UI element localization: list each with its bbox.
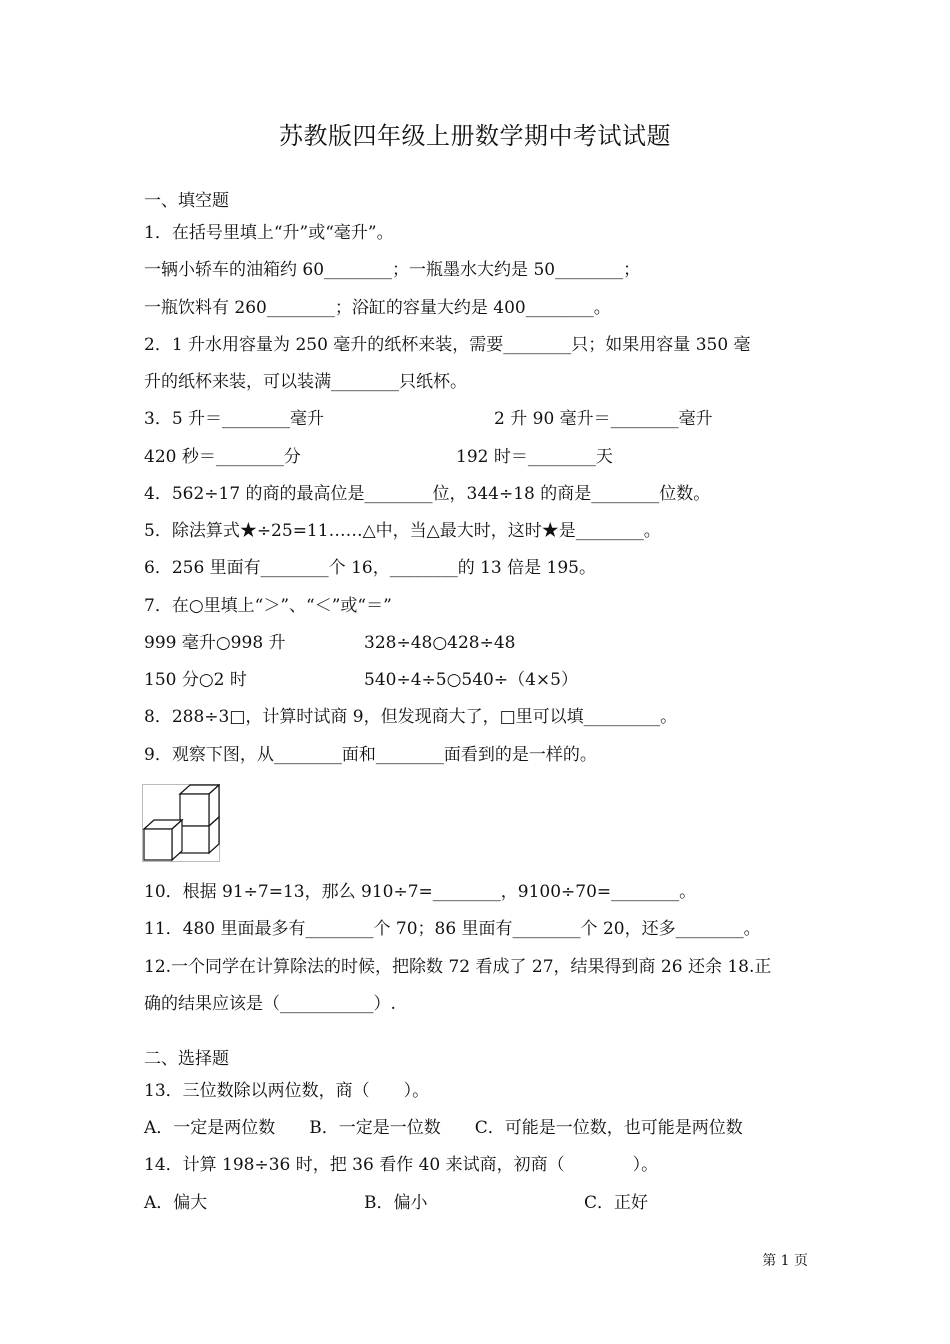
question-14-option-c: C．正好 xyxy=(584,1193,649,1213)
question-1: 1．在括号里填上“升”或“毫升”。 xyxy=(144,223,394,243)
page-number: 第 1 页 xyxy=(762,1253,808,1269)
question-7-b1: 150 分○2 时 xyxy=(144,670,247,690)
question-13: 13．三位数除以两位数，商（ ）。 xyxy=(144,1081,430,1101)
question-14-option-b: B．偏小 xyxy=(364,1193,428,1213)
question-14: 14．计算 198÷36 时，把 36 看作 40 来试商，初商（ ）。 xyxy=(144,1155,659,1175)
section-heading-choice: 二、选择题 xyxy=(144,1049,229,1069)
question-1-line-a: 一辆小轿车的油箱约 60________；一瓶墨水大约是 50________； xyxy=(144,260,641,280)
question-8: 8．288÷3□，计算时试商 9，但发现商大了，□里可以填_________。 xyxy=(144,707,678,727)
question-3-b2: 192 时＝________天 xyxy=(456,447,613,467)
question-14-option-a: A．偏大 xyxy=(144,1193,208,1213)
question-2-line-a: 2．1 升水用容量为 250 毫升的纸杯来装，需要________只；如果用容量 350 毫 xyxy=(144,335,751,355)
question-7-b2: 540÷4÷5○540÷（4×5） xyxy=(364,670,578,690)
question-3-a1: 3．5 升＝________毫升 xyxy=(144,409,325,429)
question-10: 10．根据 91÷7=13，那么 910÷7=________，9100÷70=________。 xyxy=(144,882,697,902)
question-12-line-a: 12.一个同学在计算除法的时候，把除数 72 看成了 27，结果得到商 26 还余 18.正 xyxy=(144,957,772,977)
cube-stack-figure xyxy=(142,784,220,862)
question-6: 6．256 里面有________个 16，________的 13 倍是 195。 xyxy=(144,558,596,578)
question-7-a1: 999 毫升○998 升 xyxy=(144,633,286,653)
question-3-b1: 420 秒＝________分 xyxy=(144,447,301,467)
page-title: 苏教版四年级上册数学期中考试试题 xyxy=(279,122,671,150)
question-2-line-b: 升的纸杯来装，可以装满________只纸杯。 xyxy=(144,372,467,392)
question-13-options: A．一定是两位数 B．一定是一位数 C．可能是一位数，也可能是两位数 xyxy=(144,1118,743,1138)
question-7-a2: 328÷48○428÷48 xyxy=(364,633,516,653)
question-3-a2: 2 升 90 毫升＝________毫升 xyxy=(494,409,713,429)
section-heading-fill-blank: 一、填空题 xyxy=(144,191,229,211)
question-12-line-b: 确的结果应该是（___________）. xyxy=(144,994,396,1014)
question-9: 9．观察下图，从________面和________面看到的是一样的。 xyxy=(144,745,597,765)
question-7: 7．在○里填上“＞”、“＜”或“＝” xyxy=(144,596,392,616)
question-4: 4．562÷17 的商的最高位是________位，344÷18 的商是________位数。 xyxy=(144,484,711,504)
question-1-line-b: 一瓶饮料有 260________；浴缸的容量大约是 400________。 xyxy=(144,298,611,318)
question-5: 5．除法算式★÷25=11……△中，当△最大时，这时★是________。 xyxy=(144,521,661,541)
question-11: 11．480 里面最多有________个 70；86 里面有________个 20，还多________。 xyxy=(144,919,761,939)
